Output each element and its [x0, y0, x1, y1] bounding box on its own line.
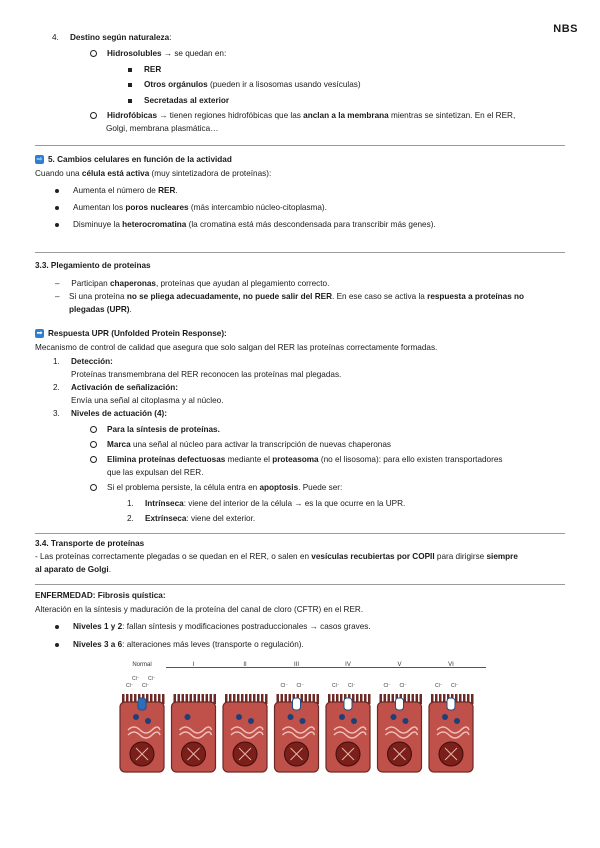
n1t: Detección:: [71, 357, 113, 366]
b1a: Aumenta el número de: [73, 186, 159, 195]
sub-item-rer: [128, 65, 161, 76]
d1b: chaperonas: [109, 279, 156, 288]
c2a: Marca: [107, 440, 131, 449]
arrow-box-icon: ➡: [36, 330, 43, 338]
section-5-title-text: 5. Cambios celulares en función de la actividad: [48, 155, 232, 164]
square-bullet-icon: [128, 99, 132, 103]
cftr-classes-figure: [118, 662, 488, 777]
d1a: Participan: [69, 279, 110, 288]
d2b: no se pliega adecuadamente, no puede salir del RER: [126, 292, 333, 301]
t5: al aparato de Golgi: [35, 565, 109, 574]
chloride-ion-label: Cl⁻: [399, 683, 407, 689]
upr-step-2: [53, 383, 178, 394]
cell-diagram: [378, 694, 423, 772]
dash-item-2-line2: [69, 305, 132, 316]
d2e: plegadas (UPR): [69, 305, 130, 314]
disease-title-text: ENFERMEDAD: Fibrosis quística:: [35, 591, 166, 600]
section-5-title: [35, 155, 232, 166]
upr-step-2-desc: Envía una señal al citoplasma y al núcleo.: [71, 396, 224, 405]
s5b2b: : alteraciones más leves (transporte o regulación).: [122, 640, 304, 649]
cell-diagram: [275, 694, 320, 772]
chloride-ion-label: Cl⁻: [296, 683, 304, 689]
level-4: [90, 483, 342, 494]
item-number: 4.: [52, 33, 59, 42]
i2a: Extrínseca: [145, 514, 187, 523]
t1: - Las proteínas correctamente plegadas o se quedan en el RER, o salen en: [35, 552, 312, 561]
intro-a: Cuando una: [35, 169, 82, 178]
square-bullet-icon: [128, 83, 132, 87]
b3b: heterocromatina: [122, 220, 187, 229]
chloride-ion-label: Cl⁻: [280, 683, 288, 689]
dash-item-2: [55, 292, 565, 303]
hidrofobicas-text2: mientras se sintetizan. En el RER,: [388, 111, 516, 120]
upr-title: [35, 329, 227, 340]
level-1: [90, 425, 220, 436]
s5b1a: Niveles 1 y 2: [73, 622, 123, 631]
c4c: . Puede ser:: [298, 483, 343, 492]
num: 1.: [53, 357, 60, 366]
b3c: (la cromatina está más descondensada para transcribir más genes).: [186, 220, 436, 229]
dash-item-1: [55, 279, 329, 290]
section-3-4-title-text: 3.4. Transporte de proteínas: [35, 539, 145, 548]
b3a: Disminuye la: [73, 220, 123, 229]
dash-icon: –: [55, 279, 60, 288]
cftr-class-label: IV: [345, 662, 351, 668]
sub-organulos: Otros orgánulos: [144, 80, 208, 89]
b1c: .: [175, 186, 178, 195]
c2b: una señal al núcleo para activar la transcripción de nuevas chaperonas: [130, 440, 392, 449]
cftr-class-label: V: [397, 662, 402, 668]
disease-bullet-1: [55, 622, 371, 633]
cell-diagram: [172, 694, 217, 772]
hidrosolubles-line: [90, 49, 226, 60]
chloride-ion-label: Cl⁻: [348, 683, 356, 689]
cftr-class-label: VI: [448, 662, 454, 668]
sub-organulos-rest: (pueden ir a lisosomas usando vesículas): [207, 80, 361, 89]
apoptosis-extrinseca: [127, 514, 255, 525]
d2c: . En ese caso se activa la: [332, 292, 428, 301]
circle-bullet-icon: [90, 426, 97, 433]
level-3-line2: que las expulsan del RER.: [107, 468, 204, 477]
bullet-poros: [55, 203, 327, 214]
c1: Para la síntesis de proteínas.: [107, 425, 220, 434]
s5b2a: Niveles 3 a 6: [73, 640, 123, 649]
section-5-intro: [35, 169, 271, 180]
b2a: Aumentan los: [73, 203, 126, 212]
upr-step-1-desc: Proteínas transmembrana del RER reconocen las proteínas mal plegadas.: [71, 370, 342, 379]
upr-step-1: [53, 357, 113, 368]
square-bullet-icon: [128, 68, 132, 72]
dot-bullet-icon: [55, 223, 59, 227]
cftr-class-label: II: [243, 662, 247, 668]
cell-diagram: [326, 694, 371, 772]
circle-bullet-icon: [90, 112, 97, 119]
dot-bullet-icon: [55, 206, 59, 210]
t3: para dirigirse: [434, 552, 487, 561]
d2d: respuesta a proteínas no: [427, 292, 525, 301]
t2: vesículas recubiertas por COPII: [311, 552, 435, 561]
item-title: Destino según naturaleza: [70, 33, 170, 42]
chloride-ion-label: Cl⁻: [126, 683, 134, 689]
c4b: apoptosis: [259, 483, 299, 492]
hidrofobicas-bold: anclan a la membrana: [303, 111, 389, 120]
bullet-heterocromatina: [55, 220, 436, 231]
header-tag: NBS: [553, 23, 578, 35]
cftr-cells-illustration: [118, 662, 488, 777]
dash-icon: –: [55, 292, 60, 301]
t4: siempre: [486, 552, 518, 561]
section-3-3-title: [35, 261, 151, 272]
c3d: (no el lisosoma): para ello existen transportadores: [318, 455, 503, 464]
cftr-class-label: I: [192, 662, 195, 668]
disease-bullet-2: [55, 640, 304, 651]
dot-bullet-icon: [55, 625, 59, 629]
n3t: Niveles de actuación (4):: [71, 409, 168, 418]
numbered-box-icon: ⇨: [36, 156, 43, 164]
i2b: : viene del exterior.: [186, 514, 256, 523]
num: 1.: [127, 499, 134, 508]
cftr-class-label: Normal: [132, 662, 152, 668]
d1c: , proteínas que ayudan al plegamiento correcto.: [155, 279, 330, 288]
divider: [35, 145, 565, 146]
bullet-rer: [55, 186, 178, 197]
divider: [35, 584, 565, 585]
dot-bullet-icon: [55, 189, 59, 193]
apoptosis-intrinseca: [127, 499, 405, 510]
level-3: [90, 455, 502, 466]
n2t: Activación de señalización:: [71, 383, 178, 392]
hidrofobicas-line2: Golgi, membrana plasmática…: [106, 124, 219, 133]
level-2: [90, 440, 391, 451]
circle-bullet-icon: [90, 456, 97, 463]
chloride-ion-label: Cl⁻: [435, 683, 443, 689]
chloride-ion-label: Cl⁻: [148, 676, 156, 682]
c3b: mediante el: [225, 455, 273, 464]
cftr-class-label: III: [293, 662, 299, 668]
circle-bullet-icon: [90, 441, 97, 448]
i1b: : viene del interior de la célula → es la que ocurre en la UPR.: [183, 499, 406, 508]
num: 3.: [53, 409, 60, 418]
disease-intro: Alteración en la síntesis y maduración de la proteína del canal de cloro (CFTR) en el RER.: [35, 605, 364, 614]
c3c: proteasoma: [272, 455, 319, 464]
cell-diagram: [120, 694, 165, 772]
t6: .: [108, 565, 111, 574]
colon: :: [169, 33, 172, 42]
divider: [35, 533, 565, 534]
d2f: .: [129, 305, 132, 314]
circle-bullet-icon: [90, 50, 97, 57]
circle-bullet-icon: [90, 484, 97, 491]
s5b1b: : fallan síntesis y modificaciones postraduccionales → casos graves.: [122, 622, 371, 631]
hidrofobicas-line: [90, 111, 565, 122]
divider: [35, 252, 565, 253]
c4a: Si el problema persiste, la célula entra en: [107, 483, 260, 492]
intro-c: (muy sintetizadora de proteínas):: [149, 169, 272, 178]
num: 2.: [53, 383, 60, 392]
section-3-3-title-text: 3.3. Plegamiento de proteínas: [35, 261, 151, 270]
disease-title: [35, 591, 166, 602]
section-3-4-text-line2: [35, 565, 111, 576]
cell-diagram: [429, 694, 474, 772]
i1a: Intrínseca: [145, 499, 184, 508]
b2c: (más intercambio núcleo-citoplasma).: [188, 203, 327, 212]
dot-bullet-icon: [55, 643, 59, 647]
chloride-ion-label: Cl⁻: [142, 683, 150, 689]
c3a: Elimina proteínas defectuosas: [107, 455, 226, 464]
section-3-4-text: [35, 552, 565, 563]
sub-secretadas: Secretadas al exterior: [144, 96, 230, 105]
chloride-ion-label: Cl⁻: [451, 683, 459, 689]
upr-title-text: Respuesta UPR (Unfolded Protein Response):: [48, 329, 227, 338]
b1b: RER: [158, 186, 176, 195]
sub-rer: RER: [144, 65, 162, 74]
chloride-ion-label: Cl⁻: [332, 683, 340, 689]
sub-item-organulos: [128, 80, 361, 91]
cell-diagram: [223, 694, 268, 772]
chloride-ion-label: Cl⁻: [132, 676, 140, 682]
chloride-ion-label: Cl⁻: [383, 683, 391, 689]
intro-b: célula está activa: [81, 169, 150, 178]
upr-intro: Mecanismo de control de calidad que asegura que solo salgan del RER las proteínas correctamente formadas.: [35, 343, 438, 352]
sub-item-secretadas: [128, 96, 229, 107]
hidrosolubles-text: → se quedan en:: [161, 49, 227, 58]
hidrofobicas-text: → tienen regiones hidrofóbicas que las: [157, 111, 304, 120]
section-3-4-title: [35, 539, 144, 550]
hidrosolubles-label: Hidrosolubles: [107, 49, 162, 58]
upr-step-3: [53, 409, 167, 420]
d2a: Si una proteína: [69, 292, 127, 301]
hidrofobicas-label: Hidrofóbicas: [107, 111, 158, 120]
b2b: poros nucleares: [125, 203, 189, 212]
num: 2.: [127, 514, 134, 523]
item-4: [52, 33, 171, 44]
